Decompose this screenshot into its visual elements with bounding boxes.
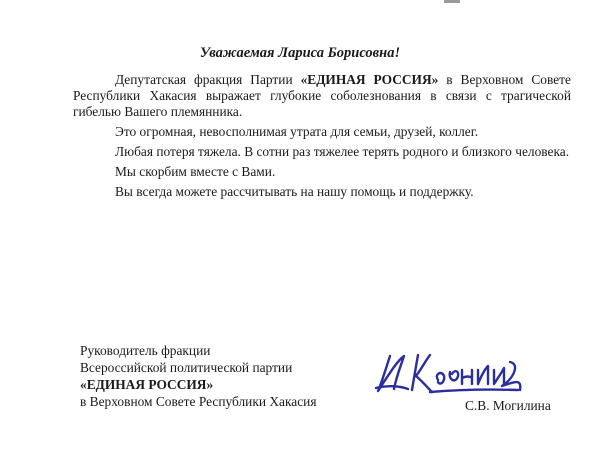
handwritten-signature	[374, 348, 524, 398]
paragraph-condolences	[73, 72, 571, 120]
paragraph-grief: Любая потеря тяжела. В сотни раз тяжелее терять родного и близкого человека.	[115, 144, 570, 159]
signer-title-line-4: в Верховном Совете Республики Хакасия	[80, 394, 317, 409]
paragraph-condolences-start: Депутатская фракция Партии	[115, 72, 301, 87]
paragraph-loss: Это огромная, невосполнимая утрата для семьи, друзей, коллег.	[115, 124, 479, 139]
party-name: «ЕДИНАЯ РОССИЯ»	[300, 72, 439, 87]
signer-title-line-1: Руководитель фракции	[80, 343, 211, 358]
letter-body	[73, 72, 571, 200]
paragraph-support: Вы всегда можете рассчитывать на нашу помощь и поддержку.	[115, 184, 474, 199]
signer-title-party: «ЕДИНАЯ РОССИЯ»	[80, 377, 214, 392]
signer-title-line-2: Всероссийской политической партии	[80, 360, 293, 375]
signer-name: С.В. Могилина	[465, 398, 551, 413]
paragraph-condolences-end: в Верховном Совете Республики Хакасия выражает глубокие соболезнования в связи с трагической гибелью Вашего племянника.	[73, 72, 571, 119]
signer-title-block	[80, 342, 370, 410]
paragraph-mourning: Мы скорбим вместе с Вами.	[115, 164, 276, 179]
letter-greeting: Уважаемая Лариса Борисовна!	[199, 45, 401, 61]
page-top-edge-mark	[444, 0, 460, 3]
